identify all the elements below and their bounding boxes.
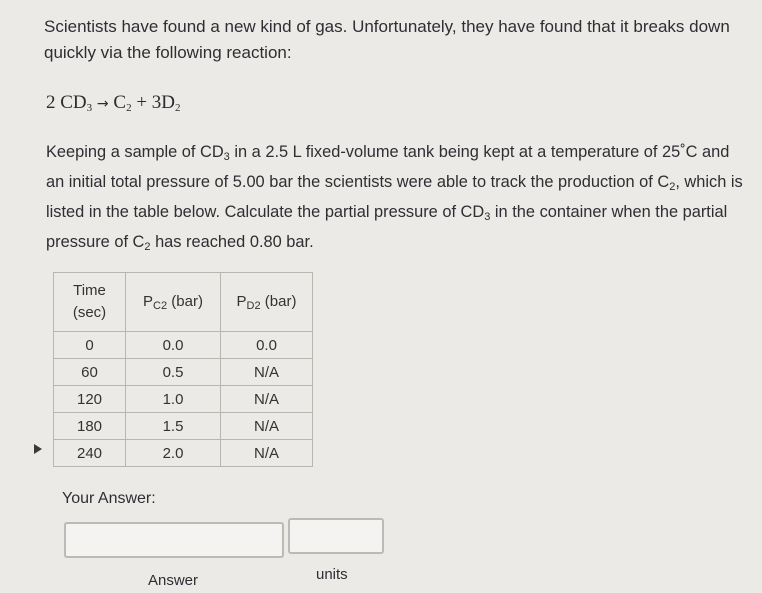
time-cell: 60 <box>54 359 126 386</box>
question-sub-2: 2 <box>669 181 676 193</box>
question-sub-4: 2 <box>144 241 151 253</box>
pd2-cell: N/A <box>221 359 313 386</box>
time-cell: 120 <box>54 386 126 413</box>
pd2-header-symbol: P <box>236 292 247 310</box>
pc2-column-header <box>126 273 221 332</box>
reaction-coefficient-1: 2 <box>46 92 56 113</box>
question-text-3: , which is listed in the table below. Calculate the partial pressure of CD <box>46 173 743 221</box>
pd2-cell: N/A <box>221 413 313 440</box>
pc2-cell: 0.0 <box>126 332 221 359</box>
table-header-row <box>54 273 313 332</box>
pc2-cell: 0.5 <box>126 359 221 386</box>
table-row <box>54 440 313 467</box>
table-row <box>54 359 313 386</box>
units-field-label: units <box>316 566 348 583</box>
question-text-2: in a 2.5 L fixed-volume tank being kept at a temperature of 25˚C and an initial total pressure of 5.00 bar the scientists were able to track the production of C <box>46 143 730 191</box>
time-cell: 0 <box>54 332 126 359</box>
reactant-formula: CD <box>60 92 87 113</box>
pd2-header-unit: (bar) <box>260 292 297 310</box>
pc2-header-subscript: C2 <box>153 299 168 312</box>
reactant-subscript: 3 <box>86 102 93 114</box>
time-header-line-1: Time <box>73 282 106 299</box>
time-column-header <box>54 273 126 332</box>
pc2-cell: 2.0 <box>126 440 221 467</box>
pd2-cell: N/A <box>221 440 313 467</box>
product-2-subscript: 2 <box>175 102 181 114</box>
pd2-header-subscript: D2 <box>246 299 261 312</box>
time-cell: 180 <box>54 413 126 440</box>
answer-field-label: Answer <box>148 572 199 589</box>
table-row <box>54 413 313 440</box>
units-input[interactable] <box>288 518 384 554</box>
pd2-cell: 0.0 <box>221 332 313 359</box>
pd2-cell: N/A <box>221 386 313 413</box>
question-text-1: Keeping a sample of CD <box>46 143 224 161</box>
question-intro: Scientists have found a new kind of gas. Unfortunately, they have found that it breaks down quickly via the following reaction: <box>44 17 730 62</box>
product-1-subscript: 2 <box>126 102 132 114</box>
product-1-formula: C <box>113 92 127 113</box>
your-answer-label: Your Answer: <box>62 490 156 507</box>
time-header-line-2: (sec) <box>72 304 107 321</box>
cursor-arrow-icon <box>34 444 42 454</box>
reaction-equation <box>46 92 181 114</box>
answer-input[interactable] <box>64 522 284 558</box>
question-sub-3: 3 <box>484 211 491 223</box>
pc2-cell: 1.0 <box>126 386 221 413</box>
reaction-arrow: → <box>96 96 109 112</box>
pd2-column-header <box>221 273 313 332</box>
pc2-header-unit: (bar) <box>167 292 203 310</box>
reaction-plus: + <box>136 92 148 113</box>
time-cell: 240 <box>54 440 126 467</box>
product-2-formula: 3D <box>151 92 176 113</box>
question-body <box>46 140 751 260</box>
pressure-data-table <box>53 272 313 467</box>
pc2-header-symbol: P <box>143 292 154 310</box>
question-text-5: has reached 0.80 bar. <box>150 233 314 251</box>
question-sub-1: 3 <box>223 151 230 163</box>
pc2-cell: 1.5 <box>126 413 221 440</box>
table-row <box>54 386 313 413</box>
table-row <box>54 332 313 359</box>
question-text-4: in the container when the partial pressure of C <box>46 203 728 251</box>
